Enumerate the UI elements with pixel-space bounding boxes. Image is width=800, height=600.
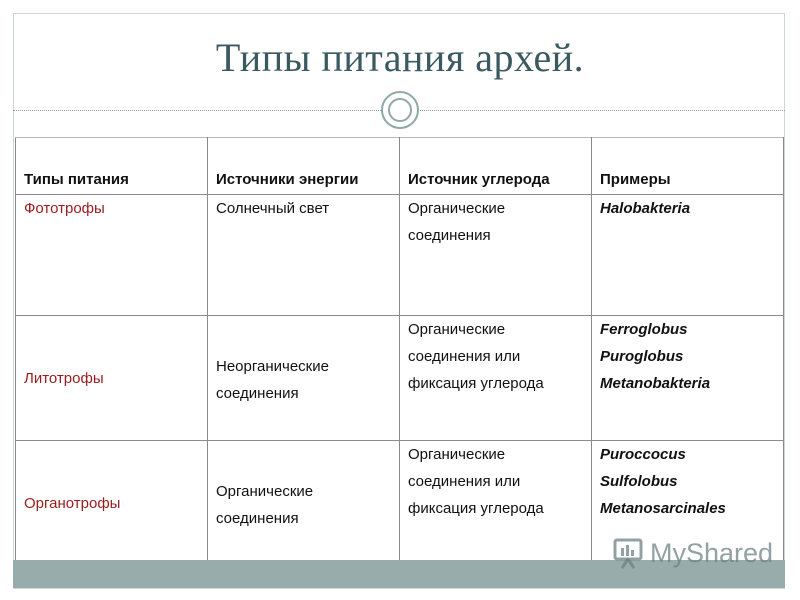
carbon-line: Органические bbox=[408, 321, 506, 338]
energy-line: Неорганические bbox=[216, 358, 329, 375]
carbon-cell bbox=[400, 316, 592, 441]
type-name: Органотрофы bbox=[24, 494, 121, 512]
type-name: Фототрофы bbox=[24, 200, 105, 217]
example-organism: Ferroglobus bbox=[600, 321, 688, 338]
energy-line: соединения bbox=[216, 385, 299, 402]
example-organism: Puroglobus bbox=[600, 348, 684, 365]
carbon-line: Органические bbox=[408, 446, 506, 463]
header-examples: Примеры bbox=[592, 138, 784, 195]
type-cell bbox=[16, 316, 208, 441]
watermark-text: MyShared bbox=[650, 537, 774, 568]
example-organism: Metanosarcinales bbox=[600, 500, 726, 517]
example-organism: Halobakteria bbox=[600, 200, 691, 217]
type-name: Литотрофы bbox=[24, 369, 104, 387]
energy-line: соединения bbox=[216, 510, 299, 527]
examples-cell bbox=[592, 195, 784, 316]
watermark bbox=[612, 534, 773, 572]
header-nutrition-type: Типы питания bbox=[16, 138, 208, 195]
energy-line: Органические bbox=[216, 483, 314, 500]
carbon-line: соединения bbox=[408, 227, 491, 244]
ring-ornament-icon bbox=[381, 91, 419, 129]
ring-inner bbox=[388, 98, 412, 122]
header-carbon-source: Источник углерода bbox=[400, 138, 592, 195]
type-cell bbox=[16, 195, 208, 316]
nutrition-types-table bbox=[15, 137, 784, 566]
carbon-line: Органические bbox=[408, 200, 506, 217]
example-organism: Sulfolobus bbox=[600, 473, 678, 490]
table-header-row bbox=[16, 138, 784, 195]
carbon-line: соединения или bbox=[408, 473, 521, 490]
examples-cell bbox=[592, 316, 784, 441]
example-organism: Puroccocus bbox=[600, 446, 686, 463]
energy-line: Солнечный свет bbox=[216, 200, 330, 217]
example-organism: Metanobakteria bbox=[600, 375, 711, 392]
carbon-cell bbox=[400, 195, 592, 316]
carbon-line: соединения или bbox=[408, 348, 521, 365]
slide-title: Типы питания архей. bbox=[215, 35, 585, 80]
carbon-cell bbox=[400, 441, 592, 566]
energy-cell bbox=[208, 195, 400, 316]
carbon-line: фиксация углерода bbox=[408, 375, 544, 392]
carbon-line: фиксация углерода bbox=[408, 500, 544, 517]
myshared-logo-icon bbox=[612, 536, 646, 570]
header-energy-source: Источники энергии bbox=[208, 138, 400, 195]
type-cell bbox=[16, 441, 208, 566]
table-row bbox=[16, 195, 784, 316]
table-row bbox=[16, 316, 784, 441]
energy-cell bbox=[208, 441, 400, 566]
energy-cell bbox=[208, 316, 400, 441]
